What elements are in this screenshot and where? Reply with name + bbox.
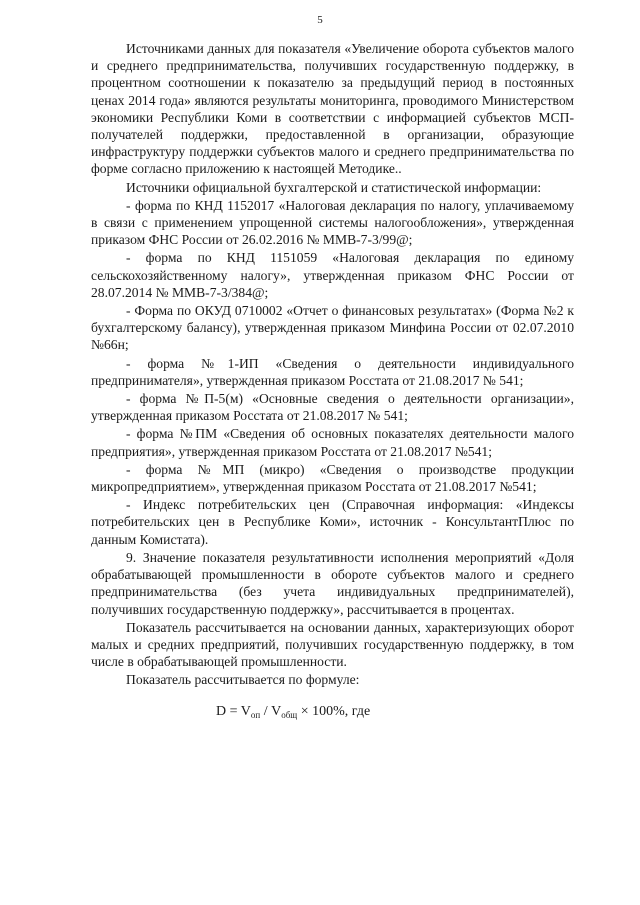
formula: [91, 703, 574, 720]
page-number: 5: [317, 14, 323, 26]
document-body: [91, 40, 574, 720]
list-item-knd-1152017: - форма по КНД 1152017 «Налоговая декларация по налогу, уплачиваемому в связи с применением упрощенной системы налогообложения», утвержденная приказом ФНС России от 26.02.2016 № ММВ-7-3/99@;: [91, 197, 574, 248]
paragraph-official-sources: Источники официальной бухгалтерской и статистической информации:: [126, 179, 542, 195]
formula-lhs: D = V: [216, 703, 251, 719]
list-item-form-1-ip: - форма №1-ИП «Сведения о деятельности индивидуального предпринимателя», утвержденная приказом Росстата от 21.08.2017 № 541;: [91, 355, 574, 388]
list-item-okud-0710002: - Форма по ОКУД 0710002 «Отчет о финансовых результатах» (Форма №2 к бухгалтерскому балансу), утвержденная приказом Минфина России от 02.07.2010 №66н;: [91, 303, 574, 353]
formula-sub-total: общ: [281, 709, 298, 720]
list-item-form-pm: - форма №ПМ «Сведения об основных показателях деятельности малого предприятия», утвержденная приказом Росстата от 21.08.2017 №541;: [91, 426, 574, 459]
list-item-form-p-5m: - форма №П-5(м) «Основные сведения о деятельности организации», утвержденная приказом Росстата от 21.08.2017 № 541;: [91, 391, 574, 424]
list-item-knd-1151059: - форма по КНД 1151059 «Налоговая декларация по единому сельскохозяйственному налогу», утвержденная приказом ФНС России от 28.07.2014 № ММВ-7-3/384@;: [91, 250, 574, 300]
formula-rhs: × 100%, где: [297, 703, 371, 719]
paragraph-calculation-basis: Показатель рассчитывается на основании данных, характеризующих оборот малых и средних предприятий, получивших государственную поддержку, в том числе в обрабатывающей промышленности.: [91, 619, 574, 670]
paragraph-formula-intro: Показатель рассчитывается по формуле:: [126, 672, 360, 688]
list-item-cpi: - Индекс потребительских цен (Справочная информация: «Индексы потребительских цен в Республике Коми», источник - КонсультантПлюс по данным Комистата).: [91, 497, 574, 547]
list-item-form-mp: - форма №МП (микро) «Сведения о производстве продукции микропредприятием», утвержденная приказом Росстата от 21.08.2017 №541;: [91, 461, 574, 495]
formula-sub-op: оп: [250, 709, 261, 720]
formula-mid: / V: [260, 703, 282, 719]
paragraph-data-sources: Источниками данных для показателя «Увеличение оборота субъектов малого и среднего предпринимательства, получивших государственную поддержку, в процентном соотношении к показателю за предыдущий период в постоянных ценах 2014 года» являются результаты мониторинга, проводимого Министерством экономики Республики Коми в соответствии с информацией субъектов МСП-получателей поддержки, предоставленной в организации, образующие инфраструктуру поддержки субъектов малого и среднего предпринимательства по форме согласно приложению к настоящей Методике..: [91, 41, 574, 177]
paragraph-section-9: 9. Значение показателя результативности исполнения мероприятий «Доля обрабатывающей промышленности в обороте субъектов малого и среднего предпринимательства (без учета индивидуальных предпринимателей), получивших государственную поддержку», рассчитывается в процентах.: [91, 549, 574, 617]
